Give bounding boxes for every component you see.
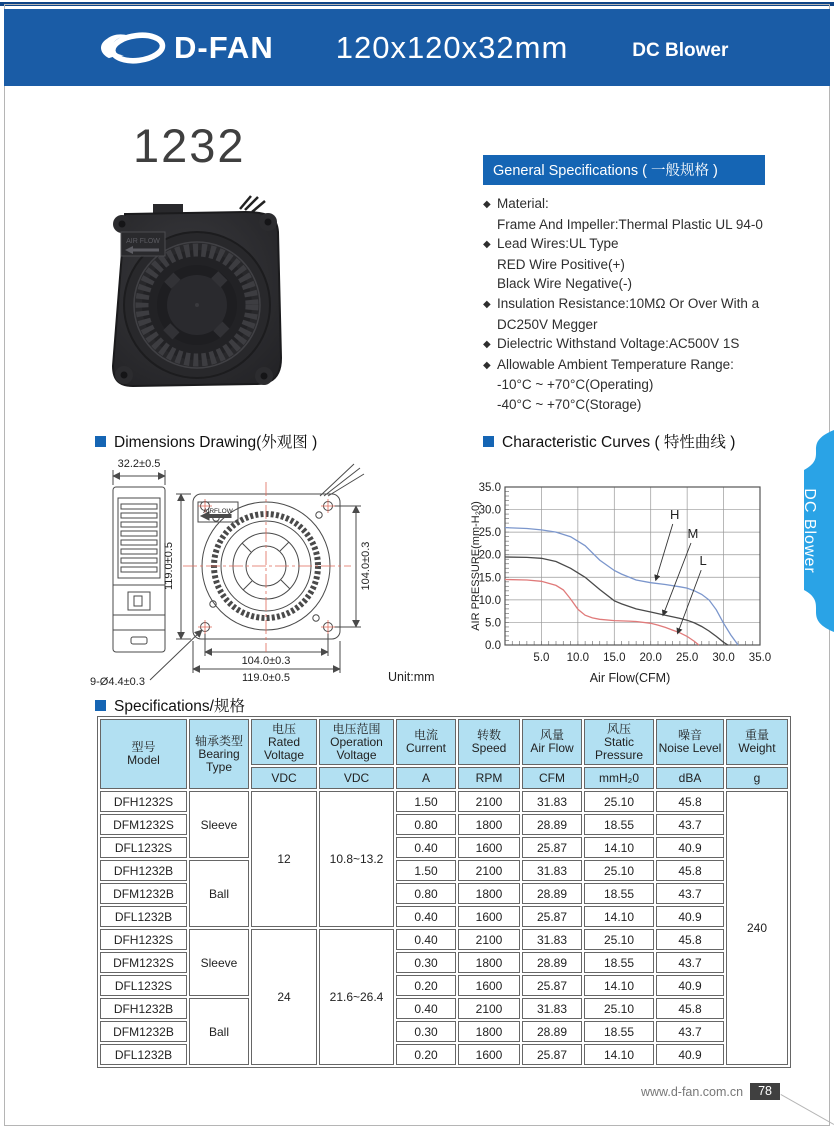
col-header-weight: 重量 Weight	[726, 719, 788, 765]
dim-hole-pitch-h: 104.0±0.3	[241, 655, 291, 667]
svg-text:20.0: 20.0	[639, 652, 662, 664]
speed-cell: 2100	[458, 929, 520, 950]
current-cell: 0.80	[396, 814, 456, 835]
table-row	[100, 791, 788, 812]
dimensions-drawing	[88, 452, 472, 697]
current-cell: 1.50	[396, 860, 456, 881]
chart-minor-ticks	[505, 492, 753, 645]
spec-line-text: DC250V Megger	[497, 316, 598, 332]
spec-line	[483, 395, 765, 415]
col-header-speed: 转数 Speed	[458, 719, 520, 765]
airflow-cell: 25.87	[522, 975, 582, 996]
svg-text:0.0: 0.0	[485, 640, 501, 652]
current-cell: 0.80	[396, 883, 456, 904]
unit-current: A	[396, 767, 456, 789]
spec-line-text: Lead Wires:UL Type	[497, 236, 619, 252]
product-category: DC Blower	[632, 39, 729, 61]
general-specs-title: General Specifications ( 一般规格 )	[483, 155, 765, 185]
svg-text:20.0: 20.0	[478, 549, 501, 562]
model-cell: DFH1232B	[100, 998, 187, 1019]
blue-square-icon	[95, 700, 106, 711]
curve-L	[505, 580, 699, 646]
airflow-cell: 25.87	[522, 837, 582, 858]
pressure-cell: 14.10	[584, 837, 654, 858]
airflow-cell: 31.83	[522, 791, 582, 812]
speed-cell: 1800	[458, 1021, 520, 1042]
noise-cell: 40.9	[656, 906, 724, 927]
model-cell: DFM1232S	[100, 814, 187, 835]
spec-line-text: Black Wire Negative(-)	[497, 276, 633, 292]
model-cell: DFM1232B	[100, 1021, 187, 1042]
speed-cell: 1600	[458, 906, 520, 927]
spec-line-text: Frame And Impeller:Thermal Plastic UL 94-0	[497, 216, 763, 232]
dim-holes: 9-Ø4.4±0.3	[90, 676, 145, 688]
col-header-noise: 噪音 Noise Level	[656, 719, 724, 765]
speed-cell: 1800	[458, 952, 520, 973]
diamond-bullet-icon: ◆	[483, 199, 491, 210]
voltage-cell: 24	[251, 929, 317, 1065]
col-header-bearing: 轴承类型 Bearing Type	[189, 719, 249, 789]
model-cell: DFL1232B	[100, 1044, 187, 1065]
speed-cell: 1600	[458, 975, 520, 996]
bearing-cell: Sleeve	[189, 929, 249, 996]
speed-cell: 1600	[458, 1044, 520, 1065]
curve-label-H: H	[670, 507, 680, 523]
curve-label-M: M	[687, 526, 699, 542]
unit-label: Unit:mm	[388, 670, 435, 684]
spec-line	[483, 355, 765, 376]
current-cell: 0.40	[396, 906, 456, 927]
current-cell: 0.40	[396, 837, 456, 858]
curve-labels	[656, 507, 707, 633]
blue-square-icon	[95, 436, 106, 447]
model-cell: DFL1232B	[100, 906, 187, 927]
website-url: www.d-fan.com.cn	[640, 1084, 744, 1099]
pressure-cell: 14.10	[584, 975, 654, 996]
bearing-cell: Ball	[189, 998, 249, 1065]
dim-hole-pitch-v: 104.0±0.3	[360, 541, 372, 591]
diamond-bullet-icon: ◆	[483, 339, 491, 351]
x-axis-label: Air Flow(CFM)	[589, 671, 671, 685]
model-cell: DFH1232B	[100, 860, 187, 881]
svg-text:35.0: 35.0	[478, 482, 501, 494]
noise-cell: 43.7	[656, 814, 724, 835]
spec-line-text: -10°C ~ +70°C(Operating)	[497, 377, 654, 393]
voltage-range-cell: 10.8~13.2	[319, 791, 394, 927]
top-accent-strip	[0, 2, 834, 6]
header-bar	[4, 9, 830, 86]
diamond-bullet-icon: ◆	[483, 239, 491, 251]
speed-cell: 1800	[458, 883, 520, 904]
col-header-static-pressure: 风压 Static Pressure	[584, 719, 654, 765]
x-tick-labels	[533, 652, 771, 664]
pressure-cell: 18.55	[584, 883, 654, 904]
photo-airflow-label: AIR FLOW	[126, 238, 160, 245]
current-cell: 0.40	[396, 929, 456, 950]
airflow-cell: 28.89	[522, 883, 582, 904]
product-photo	[95, 192, 295, 397]
specifications-table	[97, 716, 791, 1068]
svg-text:15.0: 15.0	[478, 572, 501, 585]
pressure-cell: 25.10	[584, 998, 654, 1019]
vent-slats	[121, 504, 157, 572]
spec-line	[483, 234, 765, 255]
svg-text:30.0: 30.0	[478, 504, 501, 517]
svg-text:5.0: 5.0	[533, 652, 550, 664]
current-cell: 0.30	[396, 952, 456, 973]
spec-line-text: Material:	[497, 196, 549, 211]
pressure-cell: 14.10	[584, 906, 654, 927]
model-cell: DFL1232S	[100, 975, 187, 996]
current-cell: 0.20	[396, 1044, 456, 1065]
noise-cell: 43.7	[656, 883, 724, 904]
dimensions-section-title: Dimensions Drawing(外观图 )	[95, 430, 317, 452]
table-row	[100, 860, 788, 881]
svg-text:30.0: 30.0	[712, 652, 735, 664]
blower-illustration	[95, 192, 295, 397]
dim-side-width: 32.2±0.5	[117, 458, 161, 470]
diamond-bullet-icon: ◆	[483, 359, 491, 371]
weight-cell: 240	[726, 791, 788, 1065]
noise-cell: 45.8	[656, 998, 724, 1019]
table-row	[100, 929, 788, 950]
table-row	[100, 998, 788, 1019]
airflow-cell: 31.83	[522, 998, 582, 1019]
general-specifications	[483, 155, 765, 415]
airflow-cell: 28.89	[522, 952, 582, 973]
speed-cell: 1800	[458, 814, 520, 835]
spec-line-text: -40°C ~ +70°C(Storage)	[497, 396, 642, 412]
col-header-current: 电流 Current	[396, 719, 456, 765]
model-cell: DFH1232S	[100, 929, 187, 950]
col-header-rated-voltage: 电压 Rated Voltage	[251, 719, 317, 765]
product-size: 120x120x32mm	[335, 29, 569, 65]
spec-line	[483, 294, 765, 315]
label-arrow	[663, 543, 691, 615]
model-cell: DFM1232B	[100, 883, 187, 904]
bearing-cell: Sleeve	[189, 791, 249, 858]
voltage-cell: 12	[251, 791, 317, 927]
drawing-airflow-label: AIRFLOW	[203, 508, 233, 515]
svg-text:10.0: 10.0	[566, 652, 590, 664]
current-cell: 1.50	[396, 791, 456, 812]
pressure-cell: 18.55	[584, 1021, 654, 1042]
airflow-cell: 25.87	[522, 1044, 582, 1065]
spec-line-text: Insulation Resistance:10MΩ Or Over With a	[497, 295, 760, 311]
page-number-badge: 78	[750, 1083, 780, 1100]
pressure-cell: 14.10	[584, 1044, 654, 1065]
spec-line-text: RED Wire Positive(+)	[497, 256, 625, 272]
spec-line	[483, 194, 765, 215]
curves-section-title: Characteristic Curves ( 特性曲线 )	[483, 430, 735, 452]
noise-cell: 45.8	[656, 791, 724, 812]
airflow-cell: 25.87	[522, 906, 582, 927]
brand-name: D-FAN	[174, 29, 274, 65]
curve-M	[505, 557, 728, 645]
svg-text:5.0: 5.0	[485, 617, 501, 630]
noise-cell: 45.8	[656, 929, 724, 950]
general-specs-list	[483, 194, 765, 415]
model-cell: DFL1232S	[100, 837, 187, 858]
page-footer	[500, 1083, 780, 1100]
airflow-cell: 31.83	[522, 929, 582, 950]
model-cell: DFH1232S	[100, 791, 187, 812]
airflow-cell: 31.83	[522, 860, 582, 881]
spec-line	[483, 255, 765, 275]
specs-section-title: Specifications/规格	[95, 694, 245, 716]
col-header-model: 型号 Model	[100, 719, 187, 789]
col-header-airflow: 风量 Air Flow	[522, 719, 582, 765]
speed-cell: 2100	[458, 998, 520, 1019]
dfan-logo-icon	[96, 27, 170, 69]
noise-cell: 45.8	[656, 860, 724, 881]
speed-cell: 1600	[458, 837, 520, 858]
spec-line	[483, 274, 765, 294]
spec-line-text: Dielectric Withstand Voltage:AC500V 1S	[497, 336, 740, 352]
unit-speed: RPM	[458, 767, 520, 789]
svg-text:25.0: 25.0	[675, 652, 699, 664]
dim-width: 119.0±0.5	[241, 672, 291, 684]
spec-line-text: Allowable Ambient Temperature Range:	[497, 356, 734, 372]
pressure-cell: 25.10	[584, 860, 654, 881]
unit-noise: dBA	[656, 767, 724, 789]
spec-line	[483, 375, 765, 395]
pressure-cell: 25.10	[584, 929, 654, 950]
unit-rated-voltage: VDC	[251, 767, 317, 789]
corner-diagonal-line	[781, 1094, 834, 1125]
side-tab-dc-blower	[784, 430, 834, 632]
curve-label-L: L	[699, 553, 707, 569]
brand-logo	[96, 27, 274, 69]
y-axis-label: AIR PRESSURE(mm-H₂0)	[470, 501, 482, 631]
unit-operation-voltage: VDC	[319, 767, 394, 789]
svg-text:15.0: 15.0	[603, 652, 626, 664]
col-header-operation-voltage: 电压范围 Operation Voltage	[319, 719, 394, 765]
bearing-cell: Ball	[189, 860, 249, 927]
voltage-range-cell: 21.6~26.4	[319, 929, 394, 1065]
noise-cell: 43.7	[656, 1021, 724, 1042]
blue-square-icon	[483, 436, 494, 447]
noise-cell: 43.7	[656, 952, 724, 973]
unit-static-pressure: mmH₂0	[584, 767, 654, 789]
current-cell: 0.30	[396, 1021, 456, 1042]
diamond-bullet-icon: ◆	[483, 298, 491, 310]
current-cell: 0.20	[396, 975, 456, 996]
pressure-cell: 25.10	[584, 791, 654, 812]
pressure-cell: 18.55	[584, 814, 654, 835]
spec-line	[483, 315, 765, 335]
characteristic-curves-chart	[468, 460, 773, 705]
speed-cell: 2100	[458, 860, 520, 881]
current-cell: 0.40	[396, 998, 456, 1019]
spec-line	[483, 215, 765, 235]
noise-cell: 40.9	[656, 1044, 724, 1065]
svg-text:35.0: 35.0	[748, 652, 772, 664]
dim-height: 119.0±0.5	[163, 541, 175, 591]
model-cell: DFM1232S	[100, 952, 187, 973]
model-number: 1232	[133, 119, 246, 172]
airflow-cell: 28.89	[522, 814, 582, 835]
svg-text:10.0: 10.0	[478, 594, 501, 607]
spec-line	[483, 334, 765, 355]
chart-curves	[505, 528, 738, 645]
unit-airflow: CFM	[522, 767, 582, 789]
pressure-cell: 18.55	[584, 952, 654, 973]
side-tab-label: DC Blower	[801, 488, 818, 574]
noise-cell: 40.9	[656, 837, 724, 858]
noise-cell: 40.9	[656, 975, 724, 996]
airflow-cell: 28.89	[522, 1021, 582, 1042]
speed-cell: 2100	[458, 791, 520, 812]
svg-text:25.0: 25.0	[478, 527, 501, 540]
unit-weight: g	[726, 767, 788, 789]
